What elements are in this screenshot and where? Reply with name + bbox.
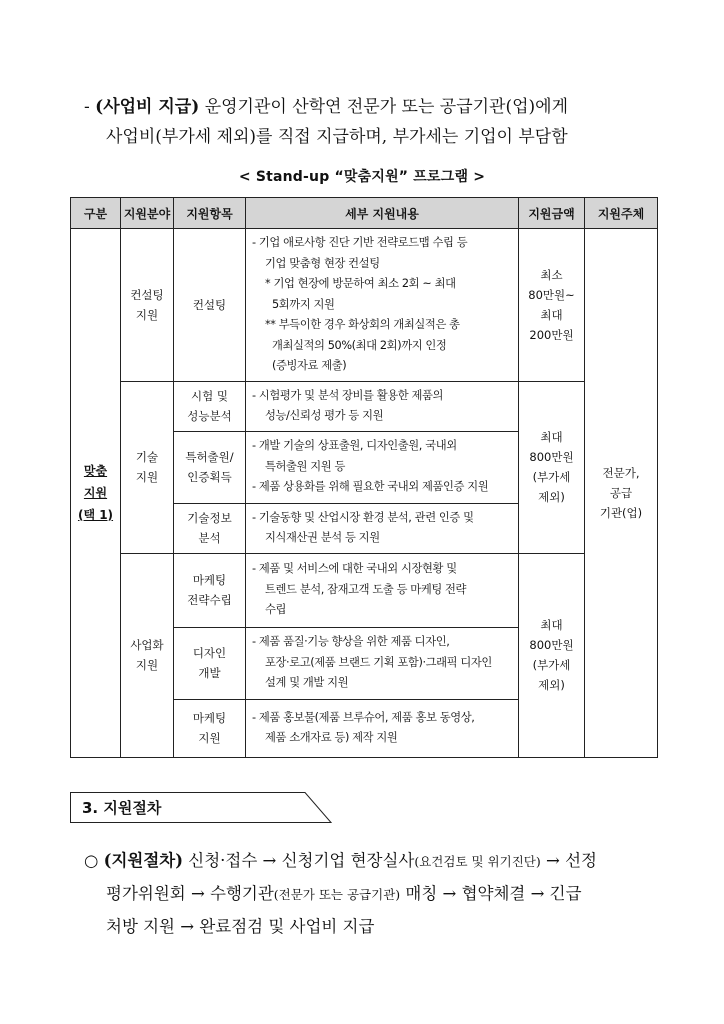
details-consulting: [246, 229, 519, 382]
category-line: 맞춤: [83, 463, 108, 478]
item-line: 개발: [198, 666, 221, 680]
item-line: 성능분석: [187, 409, 232, 423]
field-line: 사업화: [130, 638, 164, 652]
intro-dash: -: [84, 97, 90, 117]
header-category: 구분: [71, 198, 121, 229]
detail-line: 설계 및 개발 지원: [265, 676, 349, 690]
item-line: 기술정보: [187, 511, 232, 525]
item-line: 시험 및: [191, 389, 228, 403]
provider-line: 공급: [609, 485, 633, 500]
details-biz-marketing: [246, 699, 519, 757]
detail-line: - 기업 애로사항 진단 기반 전략로드맵 수립 등: [252, 236, 468, 249]
procedure-bold-label: (지원절차): [103, 851, 184, 870]
amount-biz: [519, 553, 585, 757]
procedure-text: 신청·접수 → 신청기업 현장실사: [188, 851, 415, 870]
item-consulting: 컨설팅: [174, 229, 246, 382]
category-cell: [71, 229, 121, 758]
item-line: 전략수립: [187, 593, 232, 607]
item-line: 특허출원/: [185, 450, 234, 464]
table-row: [71, 553, 658, 627]
item-line: 인증획득: [187, 470, 232, 484]
amount-line: 80만원~: [528, 287, 575, 302]
detail-line: 트렌드 분석, 잠재고객 도출 등 마케팅 전략: [265, 582, 467, 596]
bullet-icon: ○: [84, 851, 99, 870]
category-line: 지원: [83, 485, 108, 500]
procedure-line-1: [84, 845, 674, 878]
detail-line: - 제품 및 서비스에 대한 국내외 시장현황 및: [252, 562, 457, 576]
amount-line: (부가세: [532, 470, 571, 484]
details-tech-test: [246, 381, 519, 431]
amount-line: 제외): [538, 490, 565, 504]
amount-line: 제외): [538, 678, 565, 692]
detail-line: 제품 소개자료 등) 제작 지원: [265, 731, 398, 744]
item-biz-marketing: [174, 699, 246, 757]
amount-tech: [519, 381, 585, 553]
detail-line: - 제품 품질·기능 향상을 위한 제품 디자인,: [252, 635, 450, 649]
intro-line-1-text: 운영기관이 산학연 전문가 또는 공급기관(업)에게: [204, 97, 569, 117]
detail-line: - 개발 기술의 상표출원, 디자인출원, 국내외: [252, 439, 457, 453]
item-tech-info: [174, 503, 246, 553]
detail-line: - 기술동향 및 산업시장 환경 분석, 관련 인증 및: [252, 510, 474, 524]
item-line: 분석: [198, 531, 221, 545]
amount-line: 최대: [540, 618, 563, 632]
amount-consulting: [519, 229, 585, 382]
field-consulting: [121, 229, 174, 382]
detail-line: - 제품 홍보물(제품 브루슈어, 제품 홍보 동영상,: [252, 710, 475, 724]
amount-line: 200만원: [529, 327, 574, 342]
details-tech-info: [246, 503, 519, 553]
detail-line: - 시험평가 및 분석 장비를 활용한 제품의: [252, 388, 444, 402]
item-line: 마케팅: [192, 573, 227, 587]
field-line: 지원: [135, 658, 159, 672]
field-biz: [121, 553, 174, 757]
detail-line: 기업 맞춤형 현장 컨설팅: [265, 256, 380, 270]
detail-line: 성능/신뢰성 평가 등 지원: [265, 409, 384, 422]
procedure-text: 평가위원회 → 수행기관: [106, 884, 274, 903]
amount-line: 최소: [540, 267, 563, 282]
intro-line-2: 사업비(부가세 제외)를 직접 지급하며, 부가세는 기업이 부담함: [106, 127, 568, 147]
procedure-small-text: (전문가 또는 공급기관): [273, 887, 401, 902]
detail-line: 수립: [265, 603, 287, 617]
amount-line: 800만원: [529, 450, 574, 464]
item-biz-design: [174, 627, 246, 699]
amount-line: (부가세: [532, 658, 571, 672]
detail-line: 특허출원 지원 등: [265, 459, 345, 473]
detail-line: - 제품 상용화를 위해 필요한 국내외 제품인증 지원: [252, 480, 489, 494]
section-heading: [70, 792, 310, 822]
field-line: 지원: [135, 470, 159, 484]
item-line: 지원: [198, 731, 221, 745]
intro-paragraph: [84, 92, 674, 152]
procedure-paragraph: [84, 845, 674, 943]
program-table: [70, 197, 658, 758]
detail-line: 개최실적의 50%(최대 2회)까지 인정: [272, 338, 447, 352]
table-row: [71, 229, 658, 382]
section-title: 3. 지원절차: [82, 799, 162, 817]
amount-line: 최대: [540, 307, 563, 322]
field-tech: [121, 381, 174, 553]
intro-line-1: [84, 92, 674, 122]
procedure-line-2: [84, 878, 674, 911]
header-amount: 지원금액: [519, 198, 585, 229]
detail-line: 포장·로고(제품 브랜드 기획 포함)·그래픽 디자인: [265, 655, 492, 669]
details-biz-strategy: [246, 553, 519, 627]
procedure-text: → 선정: [546, 851, 597, 870]
details-tech-patent: [246, 431, 519, 503]
provider-line: 전문가,: [602, 465, 640, 480]
item-line: 디자인: [192, 646, 227, 660]
detail-line: 지식재산권 분석 등 지원: [265, 531, 380, 544]
category-line: (택 1): [77, 507, 114, 522]
header-provider: 지원주체: [585, 198, 658, 229]
procedure-line-3: 처방 지원 → 완료점검 및 사업비 지급: [106, 917, 375, 936]
amount-line: 최대: [540, 430, 563, 444]
procedure-small-text: (요건검토 및 위기진단): [414, 854, 541, 869]
item-line: 마케팅: [192, 711, 227, 725]
procedure-text: 매칭 → 협약체결 → 긴급: [405, 884, 582, 903]
detail-line: ** 부득이한 경우 화상회의 개최실적은 총: [265, 318, 460, 331]
detail-line: * 기업 현장에 방문하여 최소 2회 ~ 최대: [265, 277, 456, 290]
amount-line: 800만원: [529, 638, 574, 652]
detail-line: (증빙자료 제출): [272, 359, 347, 372]
provider-cell: [585, 229, 658, 758]
table-row: [71, 381, 658, 431]
item-tech-test: [174, 381, 246, 431]
header-item: 지원항목: [174, 198, 246, 229]
table-caption: < Stand-up “맞춤지원” 프로그램 >: [238, 169, 486, 185]
field-line: 지원: [135, 307, 159, 322]
field-line: 기술: [135, 450, 159, 464]
details-biz-design: [246, 627, 519, 699]
detail-line: 5회까지 지원: [272, 297, 335, 311]
field-line: 컨설팅: [130, 287, 164, 302]
table-header-row: [71, 198, 658, 229]
item-biz-strategy: [174, 553, 246, 627]
intro-bold-label: (사업비 지급): [95, 97, 200, 117]
item-tech-patent: [174, 431, 246, 503]
header-details: 세부 지원내용: [246, 198, 519, 229]
header-field: 지원분야: [121, 198, 174, 229]
provider-line: 기관(업): [599, 505, 643, 520]
